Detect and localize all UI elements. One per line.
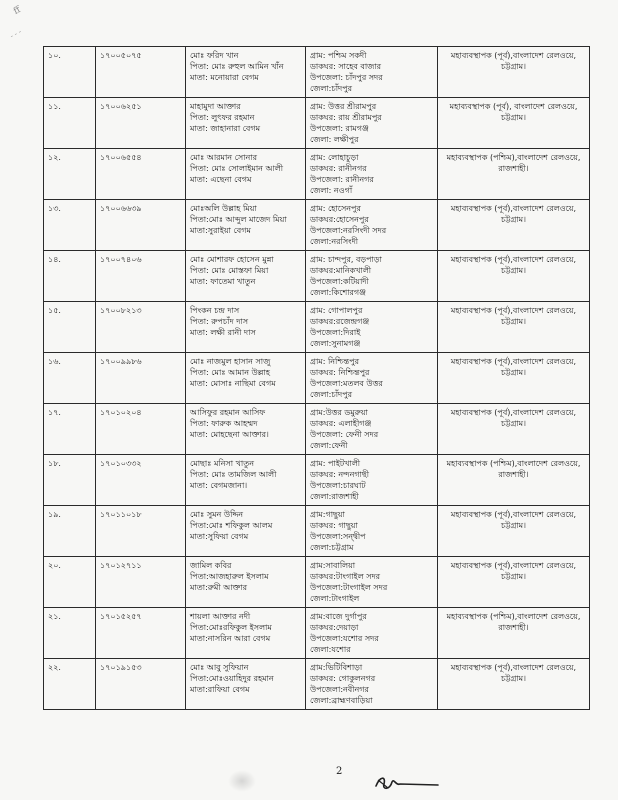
table-row	[44, 47, 590, 98]
address-line: গ্রাম:সাবালিয়া	[310, 561, 356, 570]
candidate-name-cell	[186, 302, 306, 353]
serial-cell: ১৩.	[44, 200, 96, 251]
address-line: ডাকঘর:মানিকখালী	[310, 266, 372, 275]
serial-cell: ১৬.	[44, 353, 96, 404]
address-line: উপজেলা:টাংগাইল সদর	[310, 583, 388, 592]
address-line: গ্রাম: গোপালপুর	[310, 306, 363, 315]
posting-office-cell	[438, 455, 590, 506]
address-cell	[306, 200, 438, 251]
address-line: গ্রাম:উত্তর ডমুরুয়া	[310, 408, 368, 417]
father-name: পিতা: মোঃ মোস্তফা মিয়া	[190, 266, 269, 275]
mother-name: মাতা: মোসাঃ নাছিমা বেগম	[190, 379, 276, 388]
address-line: ডাকঘর:টাংগাইল সদর	[310, 572, 381, 581]
address-cell	[306, 506, 438, 557]
address-cell	[306, 47, 438, 98]
address-line: ডাকঘর:রজেন্দ্রগঞ্জ	[310, 317, 370, 326]
page-number: 2	[336, 766, 343, 777]
address-line: ডাকঘর:হোসেনপুর	[310, 215, 369, 224]
roll-number-cell: ১৭০০৮২১৩	[96, 302, 186, 353]
father-name: পিতা: ফারুক আহম্মদ	[190, 419, 258, 428]
address-line: গ্রাম: নিশ্চিন্তপুর	[310, 357, 360, 366]
candidate-name: মোঃ আবু সুফিয়ান	[190, 663, 249, 672]
table-row	[44, 251, 590, 302]
address-line: জেলা:কিশোরগঞ্জ	[310, 288, 367, 297]
father-name: পিতা: মোঃ আমান উল্লাহ	[190, 368, 270, 377]
posting-office-cell	[438, 149, 590, 200]
address-line: গ্রাম:ভিটিবিশাড়া	[310, 663, 363, 672]
address-line: ডাকঘর: নন্দনগাছী	[310, 470, 370, 479]
candidate-name-cell	[186, 659, 306, 710]
address-cell	[306, 557, 438, 608]
address-line: উপজেলা:চারঘাট	[310, 481, 366, 490]
mother-name: মাতা: মোহছেনা আক্তার।	[190, 430, 269, 439]
mother-name: মাতা: বেগমজানা।	[190, 481, 248, 490]
posting-office-cell	[438, 302, 590, 353]
posting-office-text: মহাব্যবস্থাপক (পূর্ব),বাংলাদেশ রেলওয়ে, চট্টগ্রাম।	[450, 204, 577, 224]
father-name: পিতা:আজহারুল ইসলাম	[190, 572, 269, 581]
roll-number-cell: ১৭০১২৭১১	[96, 557, 186, 608]
address-line: উপজেলা:যশোর সদর	[310, 634, 379, 643]
candidate-name-cell	[186, 557, 306, 608]
address-line: ডাকঘর: নিশ্চিন্তপুর	[310, 368, 370, 377]
address-line: উপজেলা: চাঁদপুর সদর	[310, 73, 383, 82]
candidate-name: মোঃ সুমন উদ্দিন	[190, 510, 244, 519]
posting-office-cell	[438, 200, 590, 251]
posting-office-cell	[438, 608, 590, 659]
table-row	[44, 353, 590, 404]
address-line: জেলা:চট্টগ্রাম	[310, 543, 354, 552]
signature-mark	[372, 772, 442, 794]
roll-number-cell: ১৭০০৬২৫১	[96, 98, 186, 149]
father-name: পিতা: মোঃ রুহুল আমিন খাঁন	[190, 62, 284, 71]
posting-office-text: মহাব্যবস্থাপক (পূর্ব),বাংলাদেশ রেলওয়ে, চট্টগ্রাম।	[450, 510, 577, 530]
roll-number-cell: ১৭০১১০১৮	[96, 506, 186, 557]
address-line: গ্রাম: উত্তর শ্রীরামপুর	[310, 102, 377, 111]
candidate-table	[43, 46, 590, 710]
roll-number-cell: ১৭০০৯৯৮৬	[96, 353, 186, 404]
table-row	[44, 302, 590, 353]
candidate-name-cell	[186, 608, 306, 659]
posting-office-cell	[438, 659, 590, 710]
address-line: উপজেলা: রামগঞ্জ	[310, 124, 369, 133]
address-line: গ্রাম: লোহাচুড়া	[310, 153, 359, 162]
address-cell	[306, 149, 438, 200]
mother-name: মাতা:রাফিয়া বেগম	[190, 685, 250, 694]
candidate-name-cell	[186, 251, 306, 302]
address-line: জেলা: লক্ষীপুর	[310, 135, 359, 144]
address-line: জেলা:টাংগাইল	[310, 594, 360, 603]
father-name: পিতা: মোঃ সোলাইমান আলী	[190, 164, 284, 173]
posting-office-text: মহাব্যবস্থাপক (পূর্ব),বাংলাদেশ রেলওয়ে, চট্টগ্রাম।	[450, 357, 577, 377]
table-row	[44, 659, 590, 710]
address-line: ডাকঘর: গাছুয়া	[310, 521, 358, 530]
table-row	[44, 200, 590, 251]
serial-cell: ২১.	[44, 608, 96, 659]
address-line: জেলা:সুনামগঞ্জ	[310, 339, 361, 348]
corner-scribble-small: - - -	[8, 27, 23, 41]
candidate-name-cell	[186, 149, 306, 200]
address-line: ডাকঘর: রানীনগর	[310, 164, 367, 173]
address-line: গ্রাম: চান্দপুর, বড়পাড়া	[310, 255, 382, 264]
roll-number-cell: ১৭০০৬৬৩৯	[96, 200, 186, 251]
candidate-name-cell	[186, 404, 306, 455]
candidate-name: জামিল কবির	[190, 561, 232, 570]
posting-office-text: মহাব্যবস্থাপক (পূর্ব),বাংলাদেশ রেলওয়ে, চট্টগ্রাম।	[450, 561, 577, 581]
roll-number-cell: ১৭০০৫০৭৫	[96, 47, 186, 98]
serial-cell: ১২.	[44, 149, 96, 200]
candidate-name-cell	[186, 200, 306, 251]
serial-cell: ২২.	[44, 659, 96, 710]
mother-name: মাতা: জাহানারা বেগম	[190, 124, 261, 133]
posting-office-cell	[438, 353, 590, 404]
address-line: ডাকঘর:দেয়াড়া	[310, 623, 359, 632]
posting-office-text: মহাব্যবস্থাপক (পশ্চিম),বাংলাদেশ রেলওয়ে, রাজশাহী।	[446, 459, 581, 479]
mother-name: মাতা: এছেনা বেগম	[190, 175, 252, 184]
posting-office-text: মহাব্যবস্থাপক (পূর্ব),বাংলাদেশ রেলওয়ে, চট্টগ্রাম।	[450, 663, 577, 683]
table-row	[44, 149, 590, 200]
address-line: উপজেলা:নরসিংদী সদর	[310, 226, 387, 235]
address-line: উপজেলা: ফেনী সদর	[310, 430, 379, 439]
serial-cell: ১৮.	[44, 455, 96, 506]
posting-office-cell	[438, 557, 590, 608]
address-cell	[306, 98, 438, 149]
posting-office-text: মহাব্যবস্থাপক (পূর্ব),বাংলাদেশ রেলওয়ে, চট্টগ্রাম।	[450, 255, 577, 275]
roll-number-cell: ১৭০১৯১৫৩	[96, 659, 186, 710]
address-line: জেলা: নওগাঁ	[310, 186, 353, 195]
address-line: গ্রাম: পশ্চিম সকদী	[310, 51, 367, 60]
table-row	[44, 455, 590, 506]
address-line: ডাকঘর: এলাহীগঞ্জ	[310, 419, 372, 428]
address-cell	[306, 302, 438, 353]
address-line: জেলা:ফেনী	[310, 441, 348, 450]
mother-name: মাতা:সুরাইয়া বেগম	[190, 226, 251, 235]
address-line: জেলা:নরসিংদী	[310, 237, 359, 246]
address-line: গ্রাম:বাজে দুর্গাপুর	[310, 612, 367, 621]
serial-cell: ১০.	[44, 47, 96, 98]
address-line: জেলা:চাঁদপুর	[310, 390, 353, 399]
candidate-name: মোঃ আরমান সোনার	[190, 153, 257, 162]
mother-name: মাতা:নাসরিন আরা বেগম	[190, 634, 271, 643]
posting-office-text: মহাব্যবস্থাপক (পূর্ব), বাংলাদেশ রেলওয়ে, চট্টগ্রাম।	[449, 102, 578, 122]
corner-scribble: ff	[12, 5, 23, 17]
roll-number-cell: ১৭০১০৩৩২	[96, 455, 186, 506]
address-line: গ্রাম: হোসেনপুর	[310, 204, 361, 213]
address-line: গ্রাম: পাইটখালী	[310, 459, 361, 468]
table-row	[44, 557, 590, 608]
posting-office-cell	[438, 506, 590, 557]
candidate-name: মোঃ নাজমুল হাসান সাজু	[190, 357, 271, 366]
posting-office-text: মহাব্যবস্থাপক (পূর্ব),বাংলাদেশ রেলওয়ে, চট্টগ্রাম।	[450, 51, 577, 71]
address-line: উপজেলা:দিরাই	[310, 328, 361, 337]
roll-number-cell: ১৭০০৭৪০৬	[96, 251, 186, 302]
address-line: ডাকঘর: সাহেব বাজার	[310, 62, 382, 71]
address-line: উপজেলা:মতলব উত্তর	[310, 379, 383, 388]
serial-cell: ১৫.	[44, 302, 96, 353]
address-line: উপজেলা:কটিয়াদী	[310, 277, 369, 286]
posting-office-cell	[438, 251, 590, 302]
candidate-table-body	[44, 47, 590, 710]
roll-number-cell: ১৭০১০২০৪	[96, 404, 186, 455]
address-line: উপজেলা:সন্দ্বীপ	[310, 532, 366, 541]
mother-name: মাতা:রুমী আক্তার	[190, 583, 248, 592]
father-name: পিতা: মোঃ তামজিল আলী	[190, 470, 277, 479]
father-name: পিতা: লুৎফর রহমান	[190, 113, 255, 122]
address-line: উপজেলা: রানীনগর	[310, 175, 374, 184]
roll-number-cell: ১৭০১৫২৫৭	[96, 608, 186, 659]
table-row	[44, 608, 590, 659]
candidate-name-cell	[186, 47, 306, 98]
address-cell	[306, 353, 438, 404]
address-line: ডাকঘর: রায় শ্রীরামপুর	[310, 113, 382, 122]
posting-office-text: মহাব্যবস্থাপক (পূর্ব),বাংলাদেশ রেলওয়ে, চট্টগ্রাম।	[450, 408, 577, 428]
father-name: পিতা:মোঃরফিকুল ইসলাম	[190, 623, 272, 632]
address-line: জেলা:রাজশাহী	[310, 492, 359, 501]
candidate-name-cell	[186, 98, 306, 149]
mother-name: মাতা: লক্ষী রানী দাস	[190, 328, 256, 337]
posting-office-text: মহাব্যবস্থাপক (পূর্ব),বাংলাদেশ রেলওয়ে, চট্টগ্রাম।	[450, 306, 577, 326]
candidate-name: মাহামুদা আক্তার	[190, 102, 241, 111]
posting-office-cell	[438, 404, 590, 455]
address-cell	[306, 404, 438, 455]
scan-smudge	[228, 770, 256, 792]
mother-name: মাতা: মনোয়ারা বেগম	[190, 73, 259, 82]
table-row	[44, 98, 590, 149]
candidate-name: মোঃ মোশারফ হোসেন মুন্না	[190, 255, 274, 264]
address-cell	[306, 455, 438, 506]
serial-cell: ১৭.	[44, 404, 96, 455]
address-line: গ্রাম:গাছুয়া	[310, 510, 345, 519]
mother-name: মাতা: ফাতেমা খাতুন	[190, 277, 256, 286]
table-row	[44, 404, 590, 455]
posting-office-cell	[438, 98, 590, 149]
father-name: পিতা:মোঃওয়াহিদুর রহমান	[190, 674, 274, 683]
serial-cell: ২০.	[44, 557, 96, 608]
address-cell	[306, 659, 438, 710]
address-line: জেলা:ব্রাহ্মণবাড়িয়া	[310, 696, 373, 705]
candidate-name: পিংকন চন্দ্র দাস	[190, 306, 240, 315]
roll-number-cell: ১৭০০৬৫৫৪	[96, 149, 186, 200]
candidate-name: মোছাঃ মনিসা খাতুন	[190, 459, 254, 468]
father-name: পিতা: রুপচাঁদ দাস	[190, 317, 249, 326]
father-name: পিতা:মোঃ আব্দুল মাজেদ মিয়া	[190, 215, 287, 224]
serial-cell: ১৯.	[44, 506, 96, 557]
address-cell	[306, 608, 438, 659]
candidate-name: শায়লা আক্তার নদী	[190, 612, 251, 621]
posting-office-text: মহাব্যবস্থাপক (পশ্চিম),বাংলাদেশ রেলওয়ে, রাজশাহী।	[446, 612, 581, 632]
address-line: জেলা:চাঁদপুর	[310, 84, 353, 93]
mother-name: মাতা:সুফিয়া বেগম	[190, 532, 249, 541]
serial-cell: ১৪.	[44, 251, 96, 302]
candidate-name-cell	[186, 506, 306, 557]
candidate-name: মোঃঅলি উল্লাহ মিয়া	[190, 204, 257, 213]
address-line: উপজেলা:নবীনগর	[310, 685, 369, 694]
posting-office-cell	[438, 47, 590, 98]
serial-cell: ১১.	[44, 98, 96, 149]
candidate-name: মোঃ ফরিদ খান	[190, 51, 239, 60]
candidate-name-cell	[186, 455, 306, 506]
candidate-name: আসিফুর রহমান আসিফ	[190, 408, 266, 417]
posting-office-text: মহাব্যবস্থাপক (পশ্চিম),বাংলাদেশ রেলওয়ে, রাজশাহী।	[446, 153, 581, 173]
address-cell	[306, 251, 438, 302]
table-row	[44, 506, 590, 557]
candidate-name-cell	[186, 353, 306, 404]
address-line: জেলা:যশোর	[310, 645, 351, 654]
father-name: পিতা:মোঃ শফিকুল আলম	[190, 521, 273, 530]
address-line: ডাকঘর: গোকুলনগর	[310, 674, 376, 683]
